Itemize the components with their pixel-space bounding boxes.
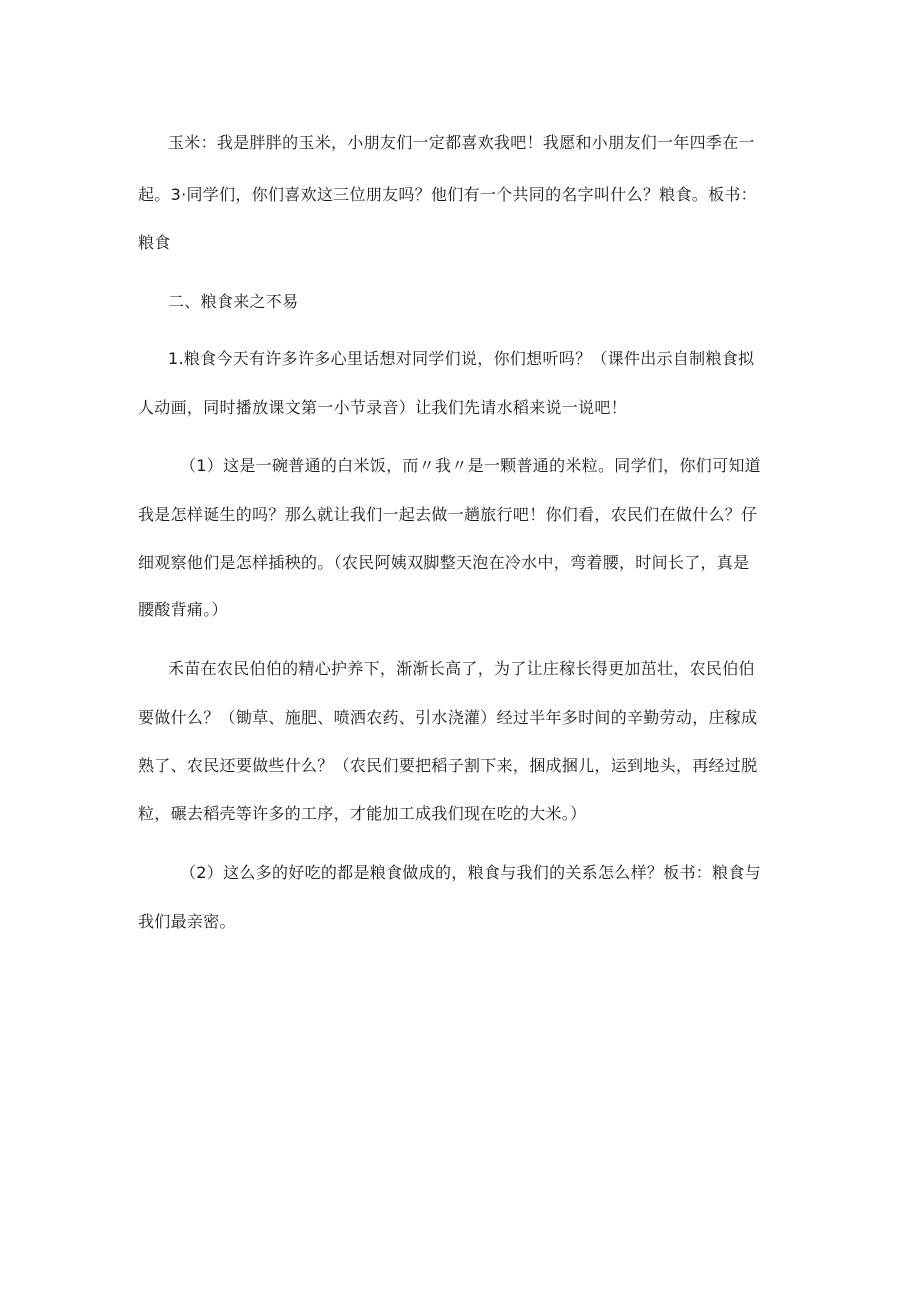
paragraph-1-line-3: 粮食 (138, 233, 171, 252)
paragraph-4-line-3: 细观察他们是怎样插秧的。（农民阿姨双脚整天泡在冷水中，弯着腰，时间长了，真是 (138, 553, 750, 572)
paragraph-4-line-2: 我是怎样诞生的吗？那么就让我们一起去做一趟旅行吧！你们看，农民们在做什么？仔 (138, 505, 758, 524)
paragraph-3-line-1: 1.粮食今天有许多许多心里话想对同学们说，你们想听吗？（课件出示自制粮食拟 (168, 349, 755, 368)
paragraph-4-line-1: （1）这是一碗普通的白米饭，而〃我〃是一颗普通的米粒。同学们，你们可知道 (180, 456, 761, 475)
paragraph-1-line-1: 玉米：我是胖胖的玉米，小朋友们一定都喜欢我吧！我愿和小朋友们一年四季在一 (168, 133, 755, 152)
paragraph-1-line-2: 起。3·同学们，你们喜欢这三位朋友吗？他们有一个共同的名字叫什么？粮食。板书： (138, 185, 757, 204)
paragraph-5-line-1: 禾苗在农民伯伯的精心护养下，渐渐长高了，为了让庄稼长得更加茁壮，农民伯伯 (168, 659, 755, 678)
section-heading: 二、粮食来之不易 (168, 292, 299, 311)
paragraph-4-line-4: 腰酸背痛。） (138, 600, 228, 619)
paragraph-5-line-2: 要做什么？（锄草、施肥、喷洒农药、引水浇灌）经过半年多时间的辛勤劳动，庄稼成 (138, 708, 758, 727)
paragraph-6-line-2: 我们最亲密。 (138, 912, 236, 931)
paragraph-3-line-2: 人动画，同时播放课文第一小节录音）让我们先请水稻来说一说吧！ (138, 398, 628, 417)
paragraph-5-line-3: 熟了、农民还要做些什么？（农民们要把稻子割下来，捆成捆儿，运到地头，再经过脱 (138, 756, 758, 775)
paragraph-6-line-1: （2）这么多的好吃的都是粮食做成的，粮食与我们的关系怎么样？板书：粮食与 (180, 863, 761, 882)
paragraph-5-line-4: 粒，碾去稻壳等许多的工序，才能加工成我们现在吃的大米。） (138, 804, 587, 823)
